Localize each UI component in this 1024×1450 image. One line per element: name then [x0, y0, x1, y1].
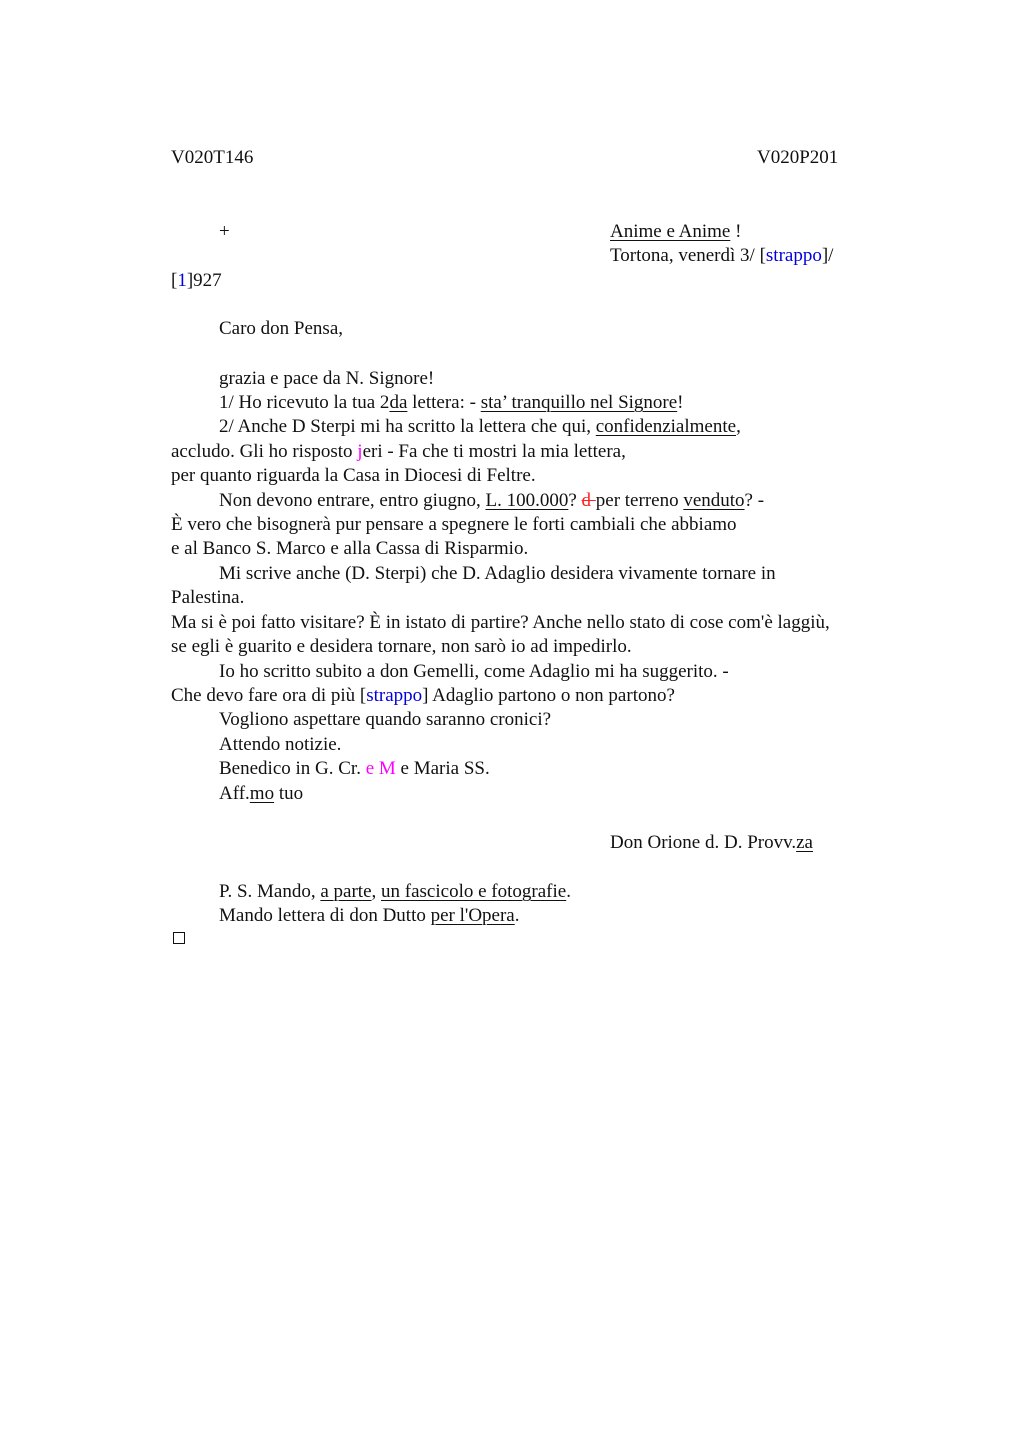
closing-abbrev: mo [249, 783, 275, 804]
blessing-rest: e Maria SS. [395, 758, 490, 779]
ps2-text: Mando lettera di don Dutto [219, 905, 431, 926]
blessing-text: Benedico in G. Cr. [219, 758, 366, 779]
p3-amount: L. 100.000 [485, 490, 569, 511]
p1-end: ! [677, 392, 684, 413]
paragraph-7: Attendo notizie. [219, 734, 342, 755]
p2-underlined: confidenzialmente [595, 416, 737, 437]
ps2-underlined: per l'Opera [430, 905, 515, 926]
p5-text: Che devo fare ora di più [ [171, 685, 367, 706]
ps1-underlined-2: un fascicolo e fotografie [381, 881, 567, 902]
paragraph-4-line-1: Mi scrive anche (D. Sterpi) che D. Adaglio desidera vivamente tornare in [219, 563, 776, 584]
greeting: grazia e pace da N. Signore! [219, 368, 435, 389]
inserted-letter: j [357, 441, 363, 462]
p2l2-rest: eri - Fa che ti mostri la mia lettera, [362, 441, 626, 462]
paragraph-3-line-3: e al Banco S. Marco e alla Cassa di Risparmio. [171, 538, 529, 559]
p2l2-text: accludo. Gli ho risposto [171, 441, 358, 462]
paragraph-4-line-4: se egli è guarito e desidera tornare, non sarò io ad impedirlo. [171, 636, 632, 657]
p1-ordinal: da [389, 392, 408, 413]
ps2-end: . [514, 905, 520, 926]
inserted-text: e M [365, 758, 396, 779]
year-rest: ]927 [186, 270, 222, 291]
p2-text: 2/ Anche D Sterpi mi ha scritto la lettera che qui, [219, 416, 596, 437]
signature [610, 831, 813, 855]
paragraph-3-line-1 [219, 489, 764, 513]
dateline-year [171, 269, 222, 293]
paragraph-4-line-3: Ma si è poi fatto visitare? È in istato di partire? Anche nello stato di cose com'è laggiù, [171, 612, 830, 633]
p3-sold: venduto [683, 490, 745, 511]
closing-rest: tuo [274, 783, 304, 804]
dateline [610, 244, 833, 268]
p3-q: ? [568, 490, 582, 511]
p3-text-2: per terreno [595, 490, 684, 511]
p1-underlined: sta’ tranquillo nel Signore [480, 392, 678, 413]
motto-text: Anime e Anime [610, 221, 731, 242]
postscript-line-2 [219, 904, 520, 928]
paragraph-6: Vogliono aspettare quando saranno cronici? [219, 709, 552, 730]
ps1-underlined-1: a parte [320, 881, 372, 902]
p1-text-2: lettera: - [407, 392, 481, 413]
document-code-left: V020T146 [171, 147, 254, 168]
closing [219, 782, 303, 806]
ps1-comma: , [371, 881, 382, 902]
editorial-tear-note-2: strappo [366, 685, 423, 706]
end-of-document-box-icon [173, 932, 185, 944]
motto-suffix: ! [730, 221, 742, 242]
postscript-line-1 [219, 880, 571, 904]
ps1-text: P. S. Mando, [219, 881, 321, 902]
paragraph-2-line-2 [171, 440, 626, 464]
deleted-letter: d [581, 490, 596, 511]
p3-end: ? - [744, 490, 765, 511]
paragraph-3-line-2: È vero che bisognerà pur pensare a spegnere le forti cambiali che abbiamo [171, 514, 737, 535]
p5-rest: ] Adaglio partono o non partono? [422, 685, 675, 706]
paragraph-1 [219, 391, 684, 415]
p2-end: , [736, 416, 741, 437]
signature-abbrev: za [796, 832, 813, 853]
blessing [219, 757, 490, 781]
paragraph-5-line-2 [171, 684, 675, 708]
dateline-suffix: ]/ [821, 245, 834, 266]
paragraph-2-line-1 [219, 415, 741, 439]
document-code-right: V020P201 [757, 147, 839, 168]
motto [610, 220, 741, 244]
paragraph-4-line-2: Palestina. [171, 587, 245, 608]
closing-text: Aff. [219, 783, 250, 804]
p3-text: Non devono entrare, entro giugno, [219, 490, 486, 511]
paragraph-5-line-1: Io ho scritto subito a don Gemelli, come Adaglio mi ha suggerito. - [219, 661, 729, 682]
paragraph-2-line-3: per quanto riguarda la Casa in Diocesi di Feltre. [171, 465, 536, 486]
salutation: Caro don Pensa, [219, 318, 344, 339]
cross-mark: + [219, 221, 230, 242]
signature-text: Don Orione d. D. Provv. [610, 832, 797, 853]
year-bracket-open: [ [171, 270, 178, 291]
dateline-prefix: Tortona, venerdì 3/ [ [610, 245, 766, 266]
editorial-year-digit: 1 [177, 270, 187, 291]
p1-text: 1/ Ho ricevuto la tua 2 [219, 392, 390, 413]
editorial-tear-note: strappo [765, 245, 822, 266]
ps1-end: . [566, 881, 571, 902]
